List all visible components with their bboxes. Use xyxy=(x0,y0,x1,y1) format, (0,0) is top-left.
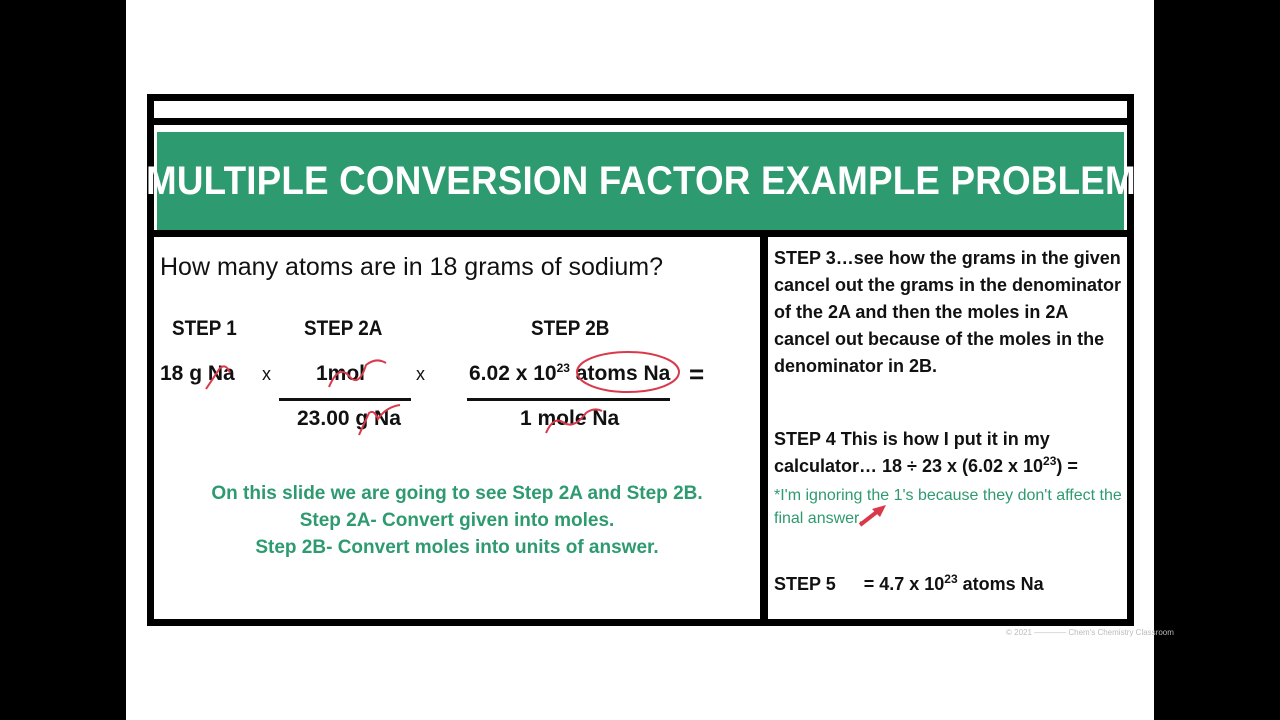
page-title: MULTIPLE CONVERSION FACTOR EXAMPLE PROBLEM xyxy=(145,158,1136,203)
step5-label: STEP 5 xyxy=(774,574,836,594)
note-line-2: Step 2A- Convert given into moles. xyxy=(299,510,615,531)
slide xyxy=(126,0,1174,720)
equals-sign: = xyxy=(689,359,705,389)
cancel-mark-mol xyxy=(329,360,386,387)
factor1-denominator: 23.00 g Na xyxy=(297,407,401,430)
step3-text: STEP 3…see how the grams in the given cancel out the grams in the denominator of the 2A and then the moles in 2A cancel out because of the moles in the denominator in 2B. xyxy=(774,248,1122,376)
factor2-numerator-base: 6.02 x 10 xyxy=(469,362,557,385)
question-text: How many atoms are in 18 grams of sodium? xyxy=(160,253,663,281)
step4-text xyxy=(774,426,1124,480)
note-line-3: Step 2B- Convert moles into units of answer. xyxy=(255,537,659,558)
factor2-exponent: 23 xyxy=(556,361,570,375)
factor2-numerator-unit: atoms Na xyxy=(575,362,671,385)
divider-vertical xyxy=(760,230,768,619)
footer-watermark: © 2021 ———— Chem's Chemistry Classroom xyxy=(1006,628,1174,637)
step4-exponent: 23 xyxy=(1043,454,1057,468)
left-panel xyxy=(154,237,760,619)
slide-frame xyxy=(147,94,1134,626)
note-line-1: On this slide we are going to see Step 2A and Step 2B. xyxy=(211,483,703,504)
letterbox-left xyxy=(0,0,126,720)
cancel-mark-given xyxy=(206,366,230,389)
step4-text-end: ) = xyxy=(1056,456,1078,476)
letterbox-right xyxy=(1154,0,1280,720)
factor1-numerator: 1mol xyxy=(316,362,366,385)
factor2-denominator: 1 mole Na xyxy=(520,407,620,430)
step5-text xyxy=(774,571,1134,598)
divider-horizontal xyxy=(154,230,1127,237)
times-sign-1: x xyxy=(262,364,271,384)
step1-label: STEP 1 xyxy=(172,317,237,340)
arrow-icon xyxy=(856,499,896,529)
cancel-marks xyxy=(154,237,760,619)
cancel-mark-grams xyxy=(359,405,400,435)
step4-text-main: STEP 4 This is how I put it in my calculator… 18 ÷ 23 x (6.02 x 10 xyxy=(774,429,1050,476)
right-panel xyxy=(768,237,1127,619)
given-value: 18 g Na xyxy=(160,362,235,385)
top-strip xyxy=(154,101,1127,125)
step5-value: = 4.7 x 10 xyxy=(863,574,945,594)
cancel-mark-mole xyxy=(546,409,602,433)
step5-unit: atoms Na xyxy=(957,574,1044,594)
step5-exponent: 23 xyxy=(944,572,958,586)
title-banner xyxy=(145,132,1136,230)
times-sign-2: x xyxy=(416,364,425,384)
step4-note: *I'm ignoring the 1's because they don't affect the final answer. xyxy=(774,487,1122,527)
circle-atoms-na xyxy=(577,352,679,392)
step2a-label: STEP 2A xyxy=(304,317,383,340)
step2b-label: STEP 2B xyxy=(531,317,610,340)
